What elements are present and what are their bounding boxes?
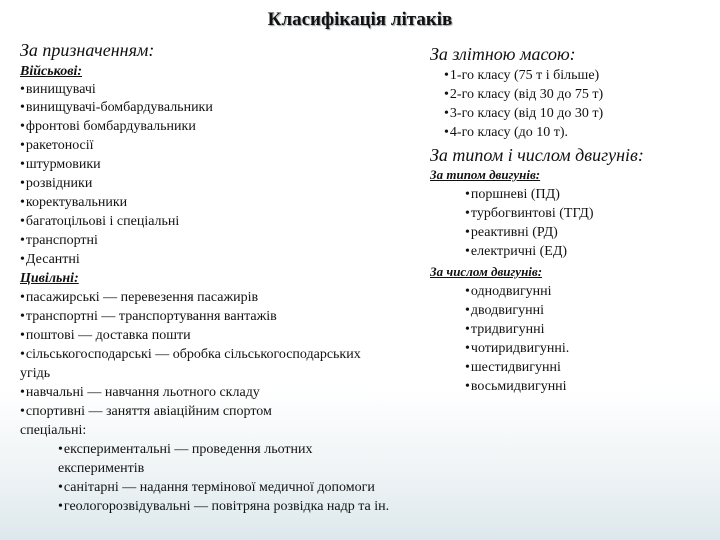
engines-heading: За типом і числом двигунів: xyxy=(430,145,644,165)
military-item: •ракетоносії xyxy=(20,138,94,153)
military-item: •коректувальники xyxy=(20,195,128,210)
engine-count-item: •шестидвигунні xyxy=(465,360,561,375)
military-item: •розвідники xyxy=(20,176,93,191)
civil-item: •навчальні — навчання льотного складу xyxy=(20,385,260,400)
engine-count-item: •тридвигунні xyxy=(465,322,545,337)
engine-count-heading: За числом двигунів: xyxy=(430,264,543,279)
civil-item: •спортивні — заняття авіаційним спортом xyxy=(20,404,272,419)
mass-item: •3-го класу (від 10 до 30 т) xyxy=(444,106,604,121)
special-heading: спеціальні: xyxy=(20,423,87,438)
special-item-continuation: експериментів xyxy=(58,461,145,476)
mass-item: •4-го класу (до 10 т). xyxy=(444,125,569,140)
engine-type-item: •поршневі (ПД) xyxy=(465,187,560,202)
military-item: •багатоцільові і спеціальні xyxy=(20,214,180,229)
civil-item: •пасажирські — перевезення пасажирів xyxy=(20,290,259,305)
military-item: •штурмовики xyxy=(20,157,101,172)
purpose-heading: За призначенням: xyxy=(20,40,155,60)
military-item: •фронтові бомбардувальники xyxy=(20,119,196,134)
mass-item: •2-го класу (від 30 до 75 т) xyxy=(444,87,604,102)
civil-item: •поштові — доставка пошти xyxy=(20,328,191,343)
special-item: •геологорозвідувальні — повітряна розвідка надр та ін. xyxy=(58,499,390,514)
engine-type-heading: За типом двигунів: xyxy=(430,167,541,182)
civil-heading: Цивільні: xyxy=(20,271,79,286)
military-item: •Десантні xyxy=(20,252,80,267)
engine-count-item: •однодвигунні xyxy=(465,284,552,299)
mass-heading: За злітною масою: xyxy=(430,44,576,64)
military-heading: Військові: xyxy=(20,64,82,79)
special-item: •експериментальні — проведення льотних xyxy=(58,442,313,457)
military-item: •винищувачі-бомбардувальники xyxy=(20,100,213,115)
civil-item: •сільськогосподарські — обробка сільськогосподарських xyxy=(20,347,361,362)
mass-item: •1-го класу (75 т і більше) xyxy=(444,68,600,83)
engine-count-item: •дводвигунні xyxy=(465,303,544,318)
special-item: •санітарні — надання термінової медичної допомоги xyxy=(58,480,375,495)
engine-type-item: •електричні (ЕД) xyxy=(465,244,568,259)
slide-title: Класифікація літаків xyxy=(267,9,453,30)
engine-type-item: •турбогвинтові (ТГД) xyxy=(465,206,594,221)
engine-type-item: •реактивні (РД) xyxy=(465,225,558,240)
military-item: •винищувачі xyxy=(20,82,96,97)
engine-count-item: •чотиридвигунні. xyxy=(465,341,570,356)
civil-item-continuation: угідь xyxy=(20,366,51,381)
civil-item: •транспортні — транспортування вантажів xyxy=(20,309,277,324)
military-item: •транспортні xyxy=(20,233,98,248)
engine-count-item: •восьмидвигунні xyxy=(465,379,567,394)
